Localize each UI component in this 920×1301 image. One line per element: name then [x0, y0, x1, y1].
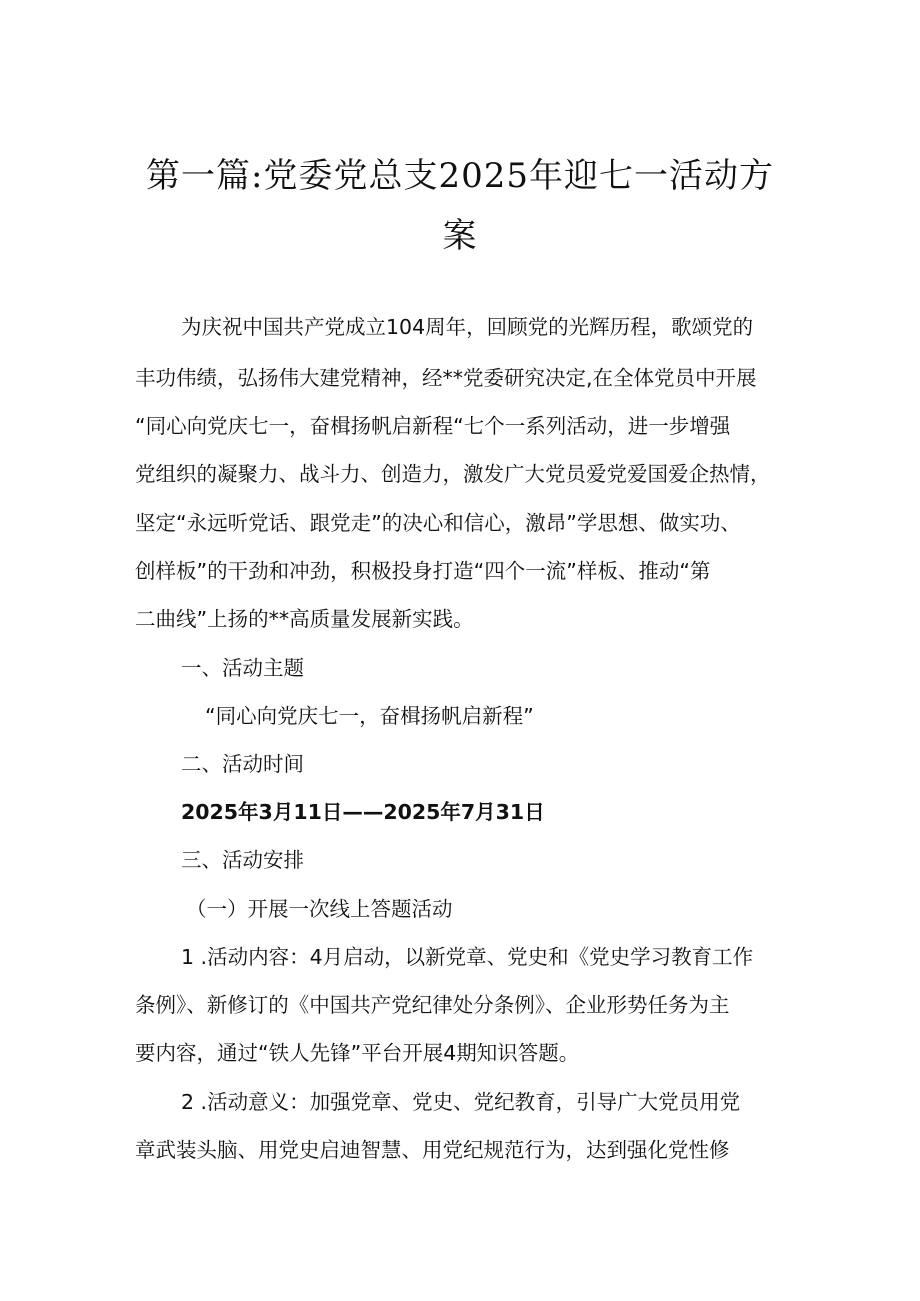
- intro-line-1: 为庆祝中国共产党成立104周年，回顾党的光辉历程，歌颂党的: [181, 315, 754, 339]
- section-2-date-range: 2025年3月11日——2025年7月31日: [181, 800, 545, 824]
- intro-line-3: “同心向党庆七一，奋楫扬帆启新程“七个一系列活动，进一步增强: [135, 414, 731, 438]
- intro-line-5: 坚定“永远听党话、跟党走”的决心和信心，激昂”学思想、做实功、: [135, 511, 741, 535]
- section-3-heading: 三、活动安排: [181, 848, 304, 872]
- item-2-line-1: 2 .活动意义：加强党章、党史、党纪教育，引导广大党员用党: [181, 1090, 741, 1114]
- item-2-line-2: 章武装头脑、用党史启迪智慧、用党纪规范行为，达到强化党性修: [135, 1138, 730, 1162]
- item-1-line-2: 条例》、新修订的《中国共产党纪律处分条例》、企业形势任务为主: [135, 993, 730, 1017]
- intro-line-4: 党组织的凝聚力、战斗力、创造力，激发广大党员爱党爱国爱企热情，: [135, 462, 771, 486]
- intro-line-7: 二曲线”上扬的**高质量发展新实践。: [135, 607, 474, 631]
- item-1-line-3: 要内容，通过“铁人先锋”平台开展4期知识答题。: [135, 1041, 580, 1065]
- intro-line-6: 创样板”的干劲和冲劲，积极投身打造“四个一流”样板、推动“第: [135, 559, 711, 583]
- section-1-theme: “同心向党庆七一，奋楫扬帆启新程”: [205, 704, 534, 728]
- section-2-heading: 二、活动时间: [181, 752, 304, 776]
- section-1-heading: 一、活动主题: [181, 656, 304, 680]
- document-title-line-2: 案: [442, 216, 478, 256]
- document-title-line-1: 第一篇:党委党总支2025年迎七一活动方: [146, 156, 774, 196]
- intro-line-2: 丰功伟绩，弘扬伟大建党精神，经**党委研究决定,在全体党员中开展: [135, 366, 757, 390]
- item-1-line-1: 1 .活动内容：4月启动，以新党章、党史和《党史学习教育工作: [181, 945, 754, 969]
- subsection-1-heading: （一）开展一次线上答题活动: [186, 897, 453, 921]
